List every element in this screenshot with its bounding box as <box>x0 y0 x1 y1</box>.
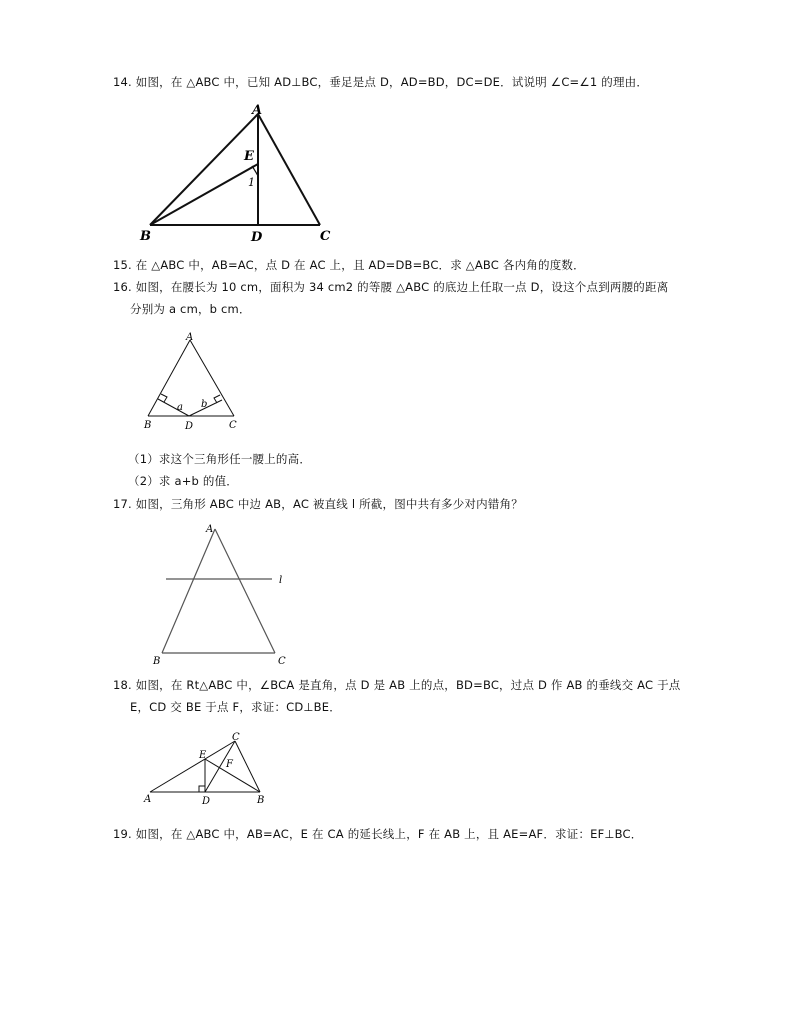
fig18-label-F: F <box>226 759 233 770</box>
fig14-label-C: C <box>320 229 331 244</box>
fig18-label-E: E <box>199 750 207 761</box>
fig16-label-b: b <box>201 399 208 410</box>
fig17-label-C: C <box>278 656 286 667</box>
fig14-label-D: D <box>251 230 263 245</box>
fig17-label-A: A <box>206 524 214 535</box>
problem-17-text: 17. 如图，三角形 ABC 中边 AB，AC 被直线 l 所截，图中共有多少对内错角？ <box>113 497 523 511</box>
fig14-label-B: B <box>140 229 151 244</box>
fig18-label-B: B <box>257 795 265 806</box>
problem-16-question-2: （2）求 a+b 的值． <box>128 474 239 488</box>
problem-15-text: 15. 在 △ABC 中，AB=AC，点 D 在 AC 上，且 AD=DB=BC．求 △ABC 各内角的度数． <box>113 258 585 272</box>
fig16-label-A: A <box>186 332 194 343</box>
problem-18-line2: E，CD 交 BE 于点 F，求证：CD⊥BE． <box>130 700 341 714</box>
fig16-label-D: D <box>185 421 194 432</box>
figure-16 <box>140 332 250 432</box>
fig16-label-a: a <box>177 402 183 413</box>
problem-19-text: 19. 如图，在 △ABC 中，AB=AC，E 在 CA 的延长线上，F 在 AB 上，且 AE=AF．求证：EF⊥BC． <box>113 827 643 841</box>
fig16-label-C: C <box>229 420 237 431</box>
problem-16-line2: 分别为 a cm，b cm． <box>130 302 251 316</box>
figure-14 <box>140 104 360 244</box>
fig16-label-B: B <box>144 420 152 431</box>
fig18-label-A: A <box>144 794 152 805</box>
fig17-label-l: l <box>279 575 283 586</box>
fig14-angle-1: 1 <box>248 176 255 189</box>
figure-17 <box>148 520 298 670</box>
problem-14-text: 14. 如图，在 △ABC 中，已知 AD⊥BC，垂足是点 D，AD=BD，DC=DE．试说明 ∠C=∠1 的理由． <box>113 75 649 89</box>
problem-16-line1: 16. 如图，在腰长为 10 cm，面积为 34 cm2 的等腰 △ABC 的底边上任取一点 D，设这个点到两腰的距离 <box>113 280 669 294</box>
problem-18-line1: 18. 如图，在 Rt△ABC 中，∠BCA 是直角，点 D 是 AB 上的点，BD=BC，过点 D 作 AB 的垂线交 AC 于点 <box>113 678 681 692</box>
fig18-label-C: C <box>232 732 240 743</box>
fig17-label-B: B <box>153 656 161 667</box>
figure-18 <box>140 728 280 813</box>
fig18-label-D: D <box>202 796 211 807</box>
fig14-label-E: E <box>244 149 254 164</box>
fig14-label-A: A <box>252 103 263 118</box>
problem-16-question-1: （1）求这个三角形任一腰上的高． <box>128 452 312 466</box>
